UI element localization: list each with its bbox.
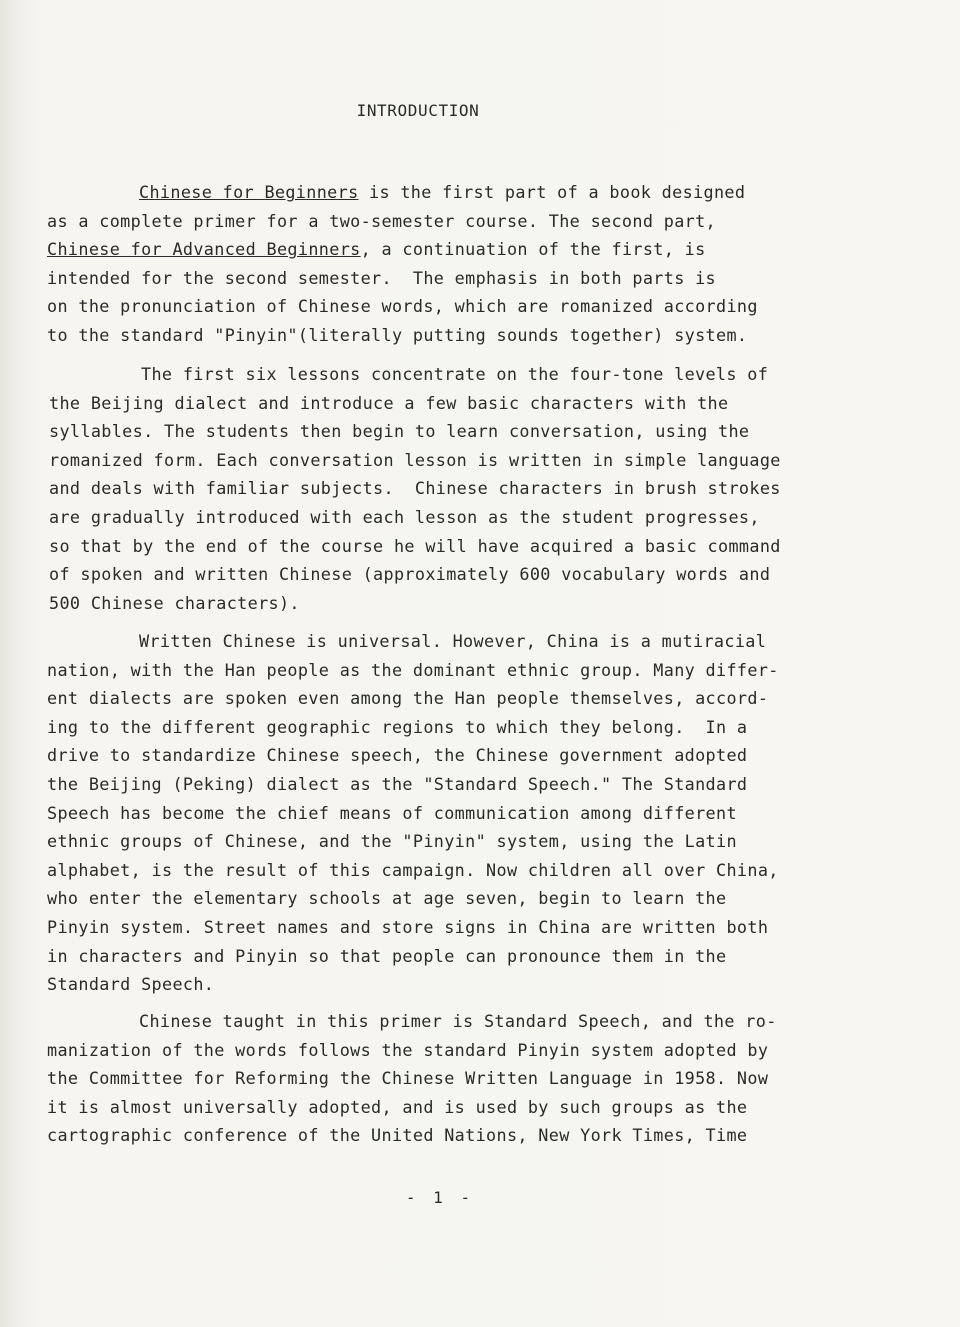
text-line <box>47 264 857 293</box>
text-segment: The first six lessons concentrate on the four-tone levels of <box>141 364 769 384</box>
text-segment: romanized form. Each conversation lesson is written in simple language <box>49 449 781 470</box>
text-line <box>47 321 857 350</box>
text-line <box>47 1064 857 1093</box>
text-line <box>49 589 859 618</box>
text-line <box>47 235 857 264</box>
text-segment: Written Chinese is universal. However, China is a mutiracial <box>139 631 767 651</box>
paragraph-3 <box>47 627 857 999</box>
text-segment: Standard Speech. <box>47 974 215 995</box>
text-segment: and deals with familiar subjects. Chinese characters in brush strokes <box>49 478 781 499</box>
text-line <box>49 503 859 532</box>
page-number: - 1 - <box>405 1188 475 1207</box>
text-line <box>49 446 859 475</box>
text-segment: the Committee for Reforming the Chinese Written Language in 1958. Now <box>47 1068 769 1089</box>
text-segment: syllables. The students then begin to learn conversation, using the <box>49 421 750 442</box>
text-line <box>47 942 857 971</box>
text-segment: to the standard "Pinyin"(literally putting sounds together) system. <box>47 324 748 345</box>
page-title: INTRODUCTION <box>356 101 480 120</box>
text-segment: ent dialects are spoken even among the Han people themselves, accord- <box>47 688 769 709</box>
text-line <box>47 1121 857 1150</box>
text-segment: of spoken and written Chinese (approximately 600 vocabulary words and <box>49 564 771 585</box>
paragraph-4 <box>47 1007 857 1150</box>
text-line <box>49 532 859 561</box>
text-segment: cartographic conference of the United Nations, New York Times, Time <box>47 1125 748 1146</box>
text-segment: manization of the words follows the standard Pinyin system adopted by <box>47 1039 769 1060</box>
text-segment: drive to standardize Chinese speech, the Chinese government adopted <box>47 745 748 766</box>
text-line <box>47 799 857 828</box>
text-line <box>49 389 859 418</box>
text-line <box>47 1036 857 1065</box>
text-line <box>47 207 857 236</box>
text-line <box>47 178 857 207</box>
text-segment: ing to the different geographic regions to which they belong. In a <box>47 716 748 737</box>
text-line <box>47 627 857 656</box>
text-segment: who enter the elementary schools at age seven, begin to learn the <box>47 888 727 909</box>
text-line <box>47 827 857 856</box>
text-line <box>47 884 857 913</box>
text-line <box>47 1007 857 1036</box>
text-line <box>49 560 859 589</box>
text-line <box>47 856 857 885</box>
text-line <box>49 417 859 446</box>
text-segment: on the pronunciation of Chinese words, which are romanized according <box>47 296 758 317</box>
book-title: Chinese for Advanced Beginners <box>47 239 361 260</box>
text-segment: in characters and Pinyin so that people can pronounce them in the <box>47 945 727 966</box>
text-line <box>47 292 857 321</box>
text-segment: intended for the second semester. The emphasis in both parts is <box>47 267 717 288</box>
text-segment: it is almost universally adopted, and is used by such groups as the <box>47 1096 748 1117</box>
paragraph-1 <box>47 178 857 350</box>
text-segment: as a complete primer for a two-semester course. The second part, <box>47 210 717 231</box>
text-line <box>47 656 857 685</box>
text-line <box>47 913 857 942</box>
text-segment: the Beijing (Peking) dialect as the "Standard Speech." The Standard <box>47 773 748 794</box>
text-segment: alphabet, is the result of this campaign. Now children all over China, <box>47 859 779 880</box>
text-segment: are gradually introduced with each lesson as the student progresses, <box>49 506 760 527</box>
text-segment: is the first part of a book designed <box>358 182 746 202</box>
paragraph-2 <box>49 360 859 617</box>
text-line <box>47 684 857 713</box>
text-segment: so that by the end of the course he will have acquired a basic command <box>49 535 781 556</box>
text-line <box>47 970 857 999</box>
text-segment: , a continuation of the first, is <box>360 239 706 260</box>
text-segment: ethnic groups of Chinese, and the "Pinyin" system, using the Latin <box>47 831 737 852</box>
text-segment: Pinyin system. Street names and store signs in China are written both <box>47 916 769 937</box>
text-line <box>47 741 857 770</box>
text-line <box>47 1093 857 1122</box>
text-line <box>49 360 859 389</box>
text-segment: Chinese taught in this primer is Standard Speech, and the ro- <box>139 1011 777 1031</box>
text-segment: nation, with the Han people as the dominant ethnic group. Many differ- <box>47 659 779 680</box>
text-line <box>47 770 857 799</box>
text-segment: the Beijing dialect and introduce a few basic characters with the <box>49 392 729 413</box>
text-line <box>49 474 859 503</box>
text-line <box>47 713 857 742</box>
book-title: Chinese for Beginners <box>139 182 359 202</box>
text-segment: 500 Chinese characters). <box>49 592 300 613</box>
text-segment: Speech has become the chief means of communication among different <box>47 802 737 823</box>
